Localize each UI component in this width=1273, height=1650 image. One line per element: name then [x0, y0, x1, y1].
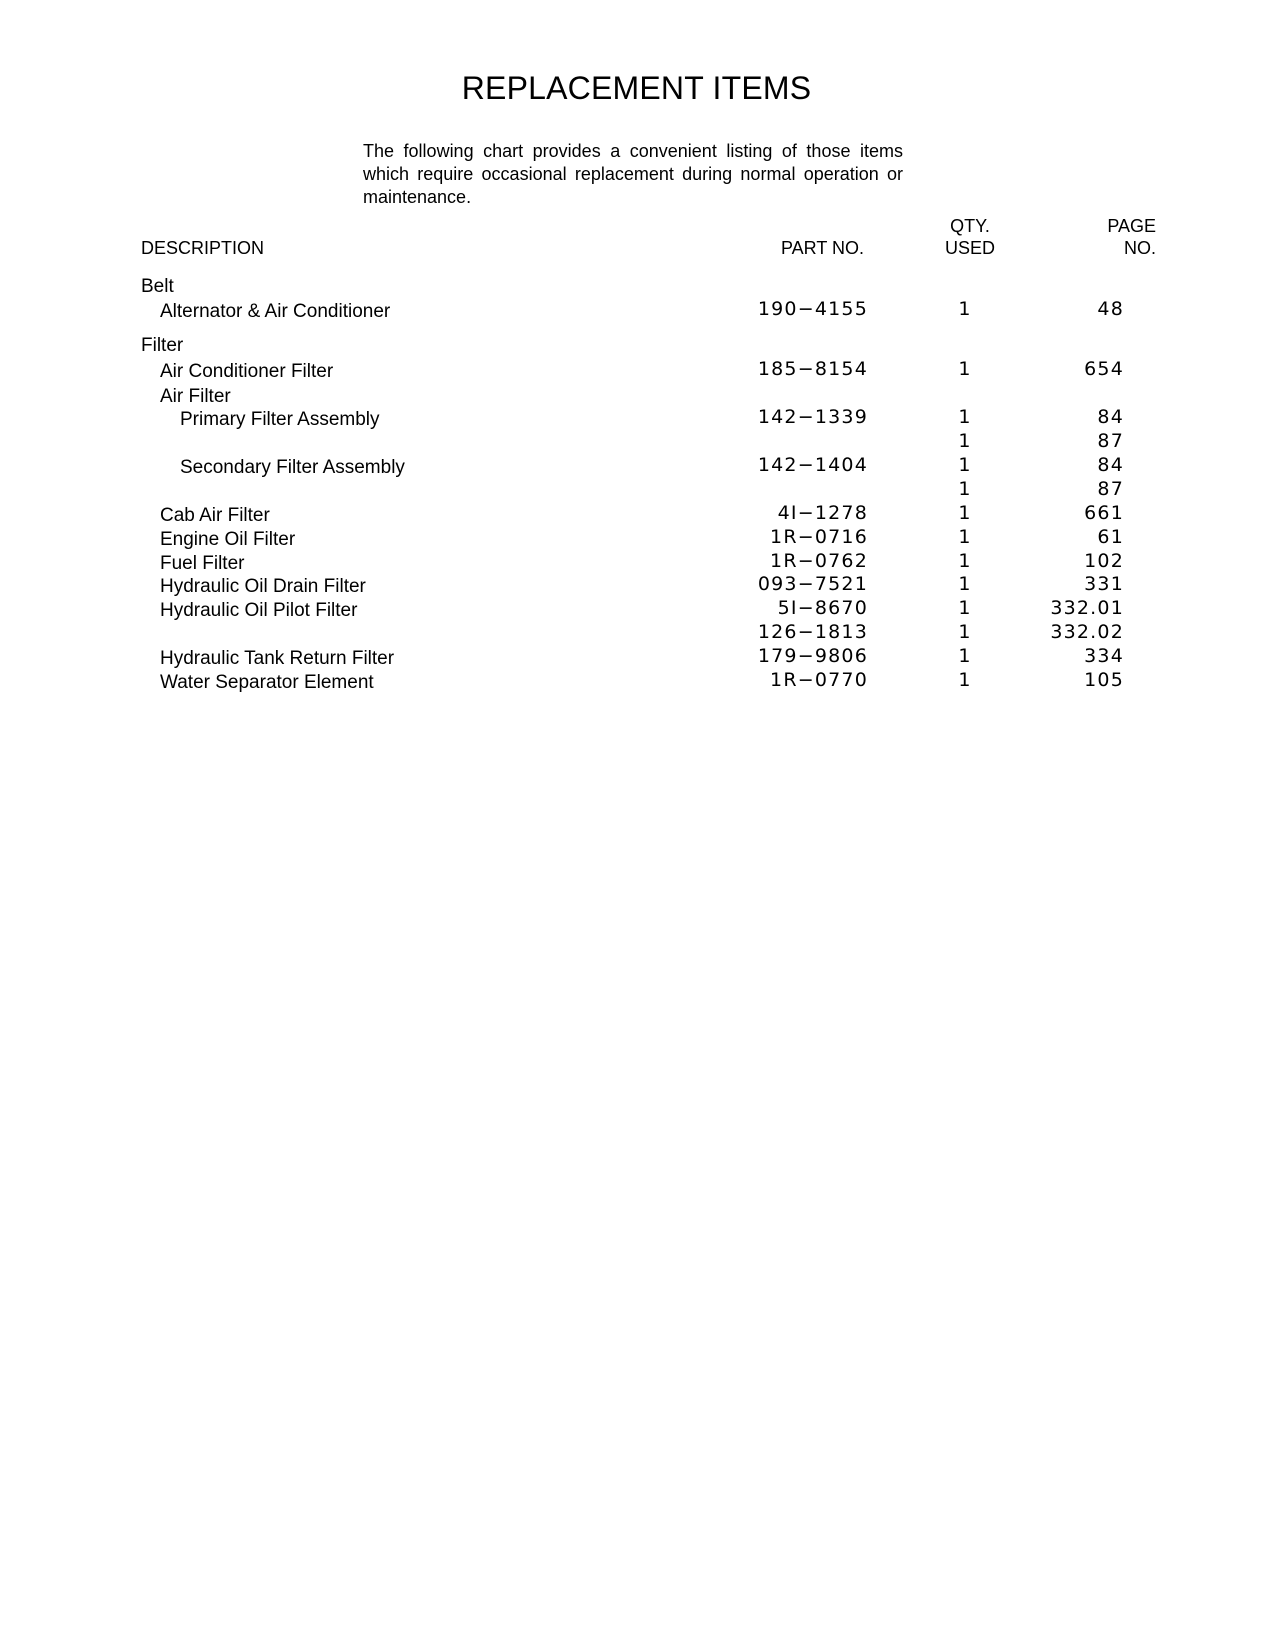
row-part-no: 1R−0716: [770, 526, 868, 548]
row-description: Water Separator Element: [160, 672, 374, 693]
row-qty: 1: [958, 358, 972, 380]
table-row: [0, 478, 1273, 503]
row-qty: 1: [958, 454, 972, 476]
row-qty: 1: [958, 573, 972, 595]
row-qty: 1: [958, 645, 972, 667]
row-page: 331: [1084, 573, 1124, 595]
row-qty: 1: [958, 550, 972, 572]
row-description: Hydraulic Tank Return Filter: [160, 648, 395, 669]
row-qty: 1: [958, 526, 972, 548]
row-part-no: 1R−0770: [770, 669, 868, 691]
table-row: [0, 430, 1273, 455]
row-part-no: 142−1339: [757, 406, 868, 428]
row-page: 84: [1097, 454, 1124, 476]
row-description: Fuel Filter: [160, 553, 245, 574]
row-description: Air Conditioner Filter: [160, 361, 334, 382]
row-part-no: 093−7521: [757, 573, 868, 595]
table-row: [0, 298, 1273, 323]
header-qty-line2: USED: [944, 238, 995, 258]
intro-paragraph: The following chart provides a convenient listing of those items which require occasional replacement during normal operation or maintenance.: [363, 141, 903, 207]
row-page: 87: [1097, 430, 1124, 452]
row-qty: 1: [958, 621, 972, 643]
row-qty: 1: [958, 430, 972, 452]
row-qty: 1: [958, 669, 972, 691]
table-row: [0, 454, 1273, 479]
row-page: 334: [1084, 645, 1124, 667]
row-page: 661: [1084, 502, 1124, 524]
row-part-no: 1R−0762: [770, 550, 868, 572]
table-row: [0, 358, 1273, 383]
row-page: 48: [1097, 298, 1124, 320]
row-page: 84: [1097, 406, 1124, 428]
row-part-no: 190−4155: [757, 298, 868, 320]
row-description: Air Filter: [160, 386, 231, 407]
row-page: 61: [1097, 526, 1124, 548]
table-row: [0, 597, 1273, 622]
row-qty: 1: [958, 406, 972, 428]
row-qty: 1: [958, 597, 972, 619]
row-qty: 1: [958, 478, 972, 500]
row-description: Alternator & Air Conditioner: [160, 301, 391, 322]
row-page: 332.02: [1050, 621, 1124, 643]
row-description: Primary Filter Assembly: [180, 409, 380, 430]
row-description: Hydraulic Oil Pilot Filter: [160, 600, 358, 621]
row-part-no: 179−9806: [757, 645, 868, 667]
table-row: [0, 502, 1273, 527]
table-row-filter: [0, 335, 1273, 360]
table-row: [0, 573, 1273, 598]
page-title: REPLACEMENT ITEMS: [461, 70, 812, 106]
row-description: Filter: [141, 335, 184, 356]
table-row: [0, 645, 1273, 670]
header-part-no: PART NO.: [780, 238, 864, 258]
row-description: Cab Air Filter: [160, 505, 270, 526]
table-row: [0, 406, 1273, 431]
header-qty-line1: QTY.: [950, 216, 990, 236]
row-description: Hydraulic Oil Drain Filter: [160, 576, 366, 597]
row-part-no: 185−8154: [757, 358, 868, 380]
header-qty-used: [920, 215, 1020, 259]
header-page-line1: PAGE: [1107, 216, 1156, 236]
table-row: [0, 621, 1273, 646]
row-page: 105: [1084, 669, 1124, 691]
row-page: 332.01: [1050, 597, 1124, 619]
row-description: Secondary Filter Assembly: [180, 457, 405, 478]
row-page: 102: [1084, 550, 1124, 572]
row-description: Belt: [141, 276, 174, 297]
row-qty: 1: [958, 298, 972, 320]
table-row: [0, 526, 1273, 551]
header-page-no: [1050, 215, 1156, 259]
row-part-no: 4I−1278: [777, 502, 868, 524]
row-page: 87: [1097, 478, 1124, 500]
row-part-no: 142−1404: [757, 454, 868, 476]
table-row: [0, 669, 1273, 694]
row-part-no: 126−1813: [757, 621, 868, 643]
row-page: 654: [1084, 358, 1124, 380]
table-row: [0, 550, 1273, 575]
header-page-line2: NO.: [1123, 238, 1156, 258]
row-qty: 1: [958, 502, 972, 524]
row-description: Engine Oil Filter: [160, 529, 296, 550]
row-part-no: 5I−8670: [777, 597, 868, 619]
header-description: DESCRIPTION: [141, 238, 265, 258]
